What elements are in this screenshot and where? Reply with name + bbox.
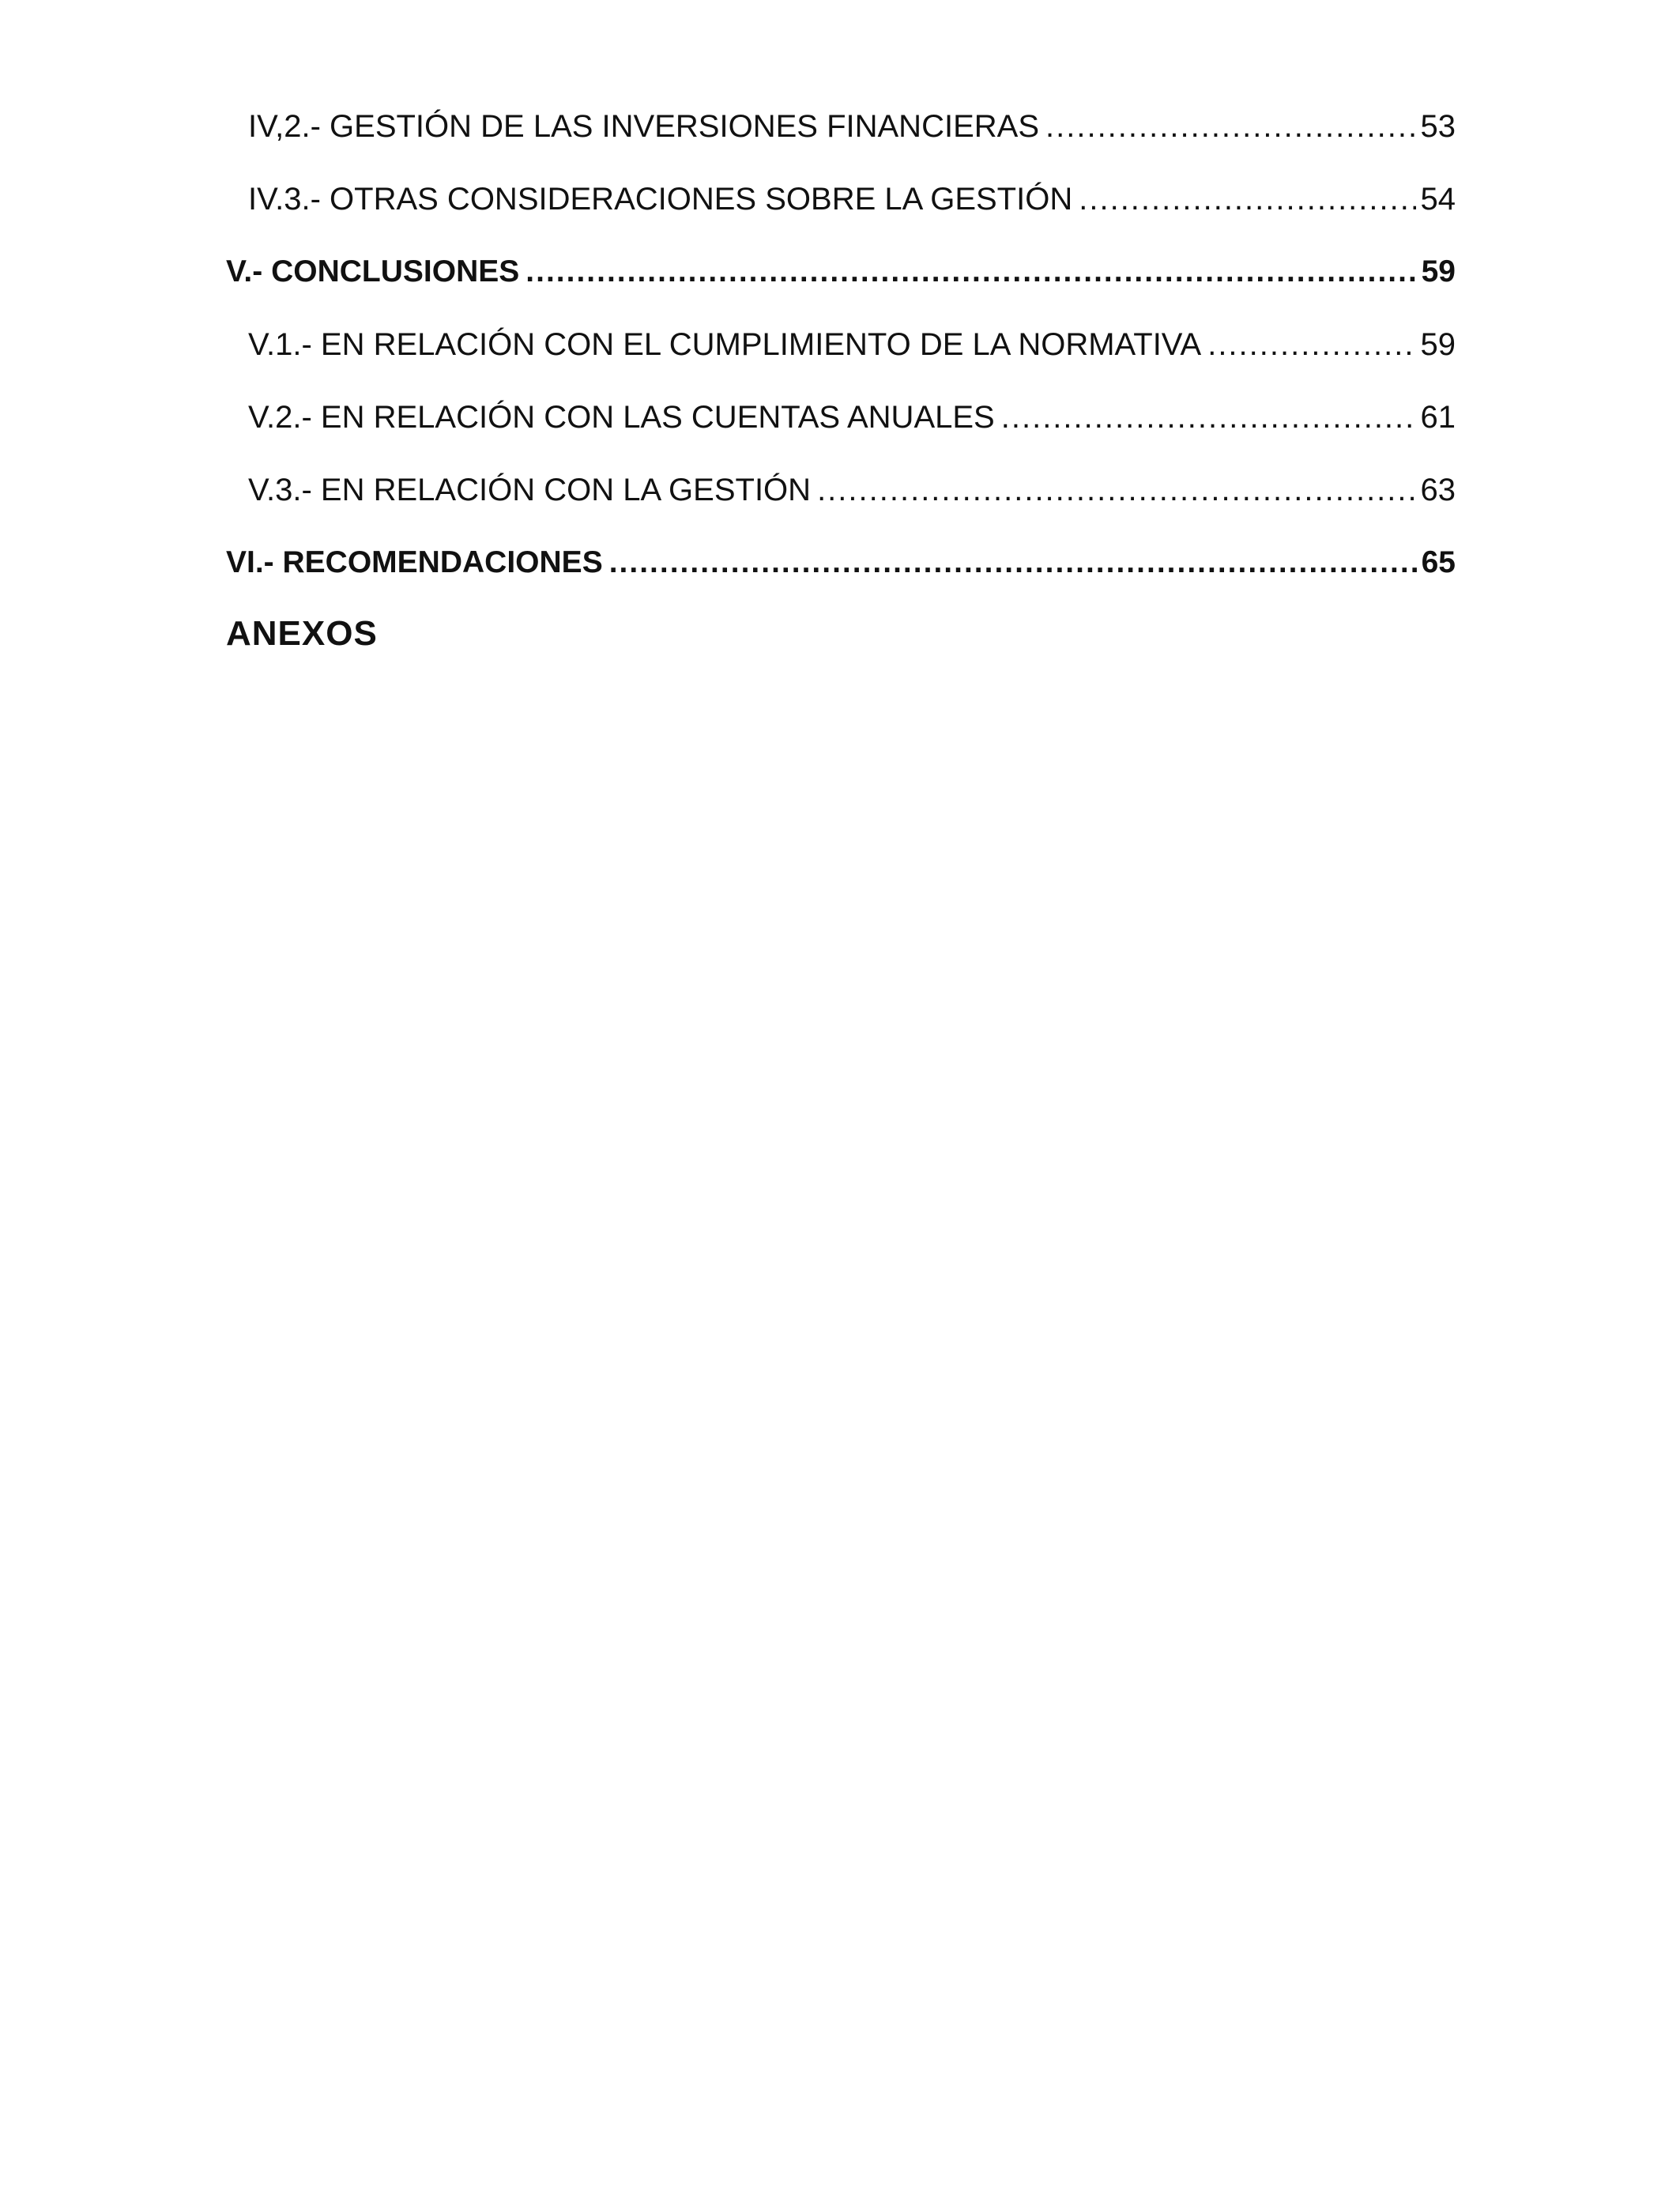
toc-dot-leader [525, 247, 1416, 297]
toc-section-entry[interactable] [226, 537, 1456, 610]
toc-dot-leader [1001, 392, 1416, 443]
toc-entry-title: V.1.- EN RELACIÓN CON EL CUMPLIMIENTO DE LA NORMATIVA [248, 327, 1202, 362]
toc-dot-leader [1207, 319, 1415, 370]
toc-entry[interactable] [226, 174, 1456, 247]
toc-page-number: 59 [1420, 327, 1456, 362]
toc-entry-title: V.3.- EN RELACIÓN CON LA GESTIÓN [248, 473, 812, 507]
toc-entry-title: V.- CONCLUSIONES [226, 254, 520, 288]
toc-entry-title: IV.3.- OTRAS CONSIDERACIONES SOBRE LA GESTIÓN [248, 182, 1073, 217]
toc-dot-leader [817, 465, 1415, 515]
toc-page-number: 54 [1420, 182, 1456, 217]
toc-page-number: 65 [1421, 545, 1456, 579]
toc-page-number: 59 [1421, 254, 1456, 288]
table-of-contents [226, 101, 1456, 610]
annex-heading[interactable]: ANEXOS [226, 614, 378, 653]
toc-dot-leader [1045, 101, 1416, 152]
toc-dot-leader [609, 537, 1417, 588]
toc-entry[interactable] [226, 319, 1456, 392]
toc-entry-title: IV,2.- GESTIÓN DE LAS INVERSIONES FINANCIERAS [248, 109, 1039, 144]
toc-entry-title: V.2.- EN RELACIÓN CON LAS CUENTAS ANUALES [248, 400, 995, 435]
toc-page-number: 63 [1420, 473, 1456, 507]
toc-dot-leader [1079, 174, 1415, 224]
toc-entry-title: VI.- RECOMENDACIONES [226, 545, 603, 579]
toc-section-entry[interactable] [226, 247, 1456, 319]
toc-entry[interactable] [226, 392, 1456, 465]
toc-entry[interactable] [226, 101, 1456, 174]
toc-page-number: 61 [1420, 400, 1456, 435]
toc-entry[interactable] [226, 465, 1456, 537]
toc-page-number: 53 [1420, 109, 1456, 144]
